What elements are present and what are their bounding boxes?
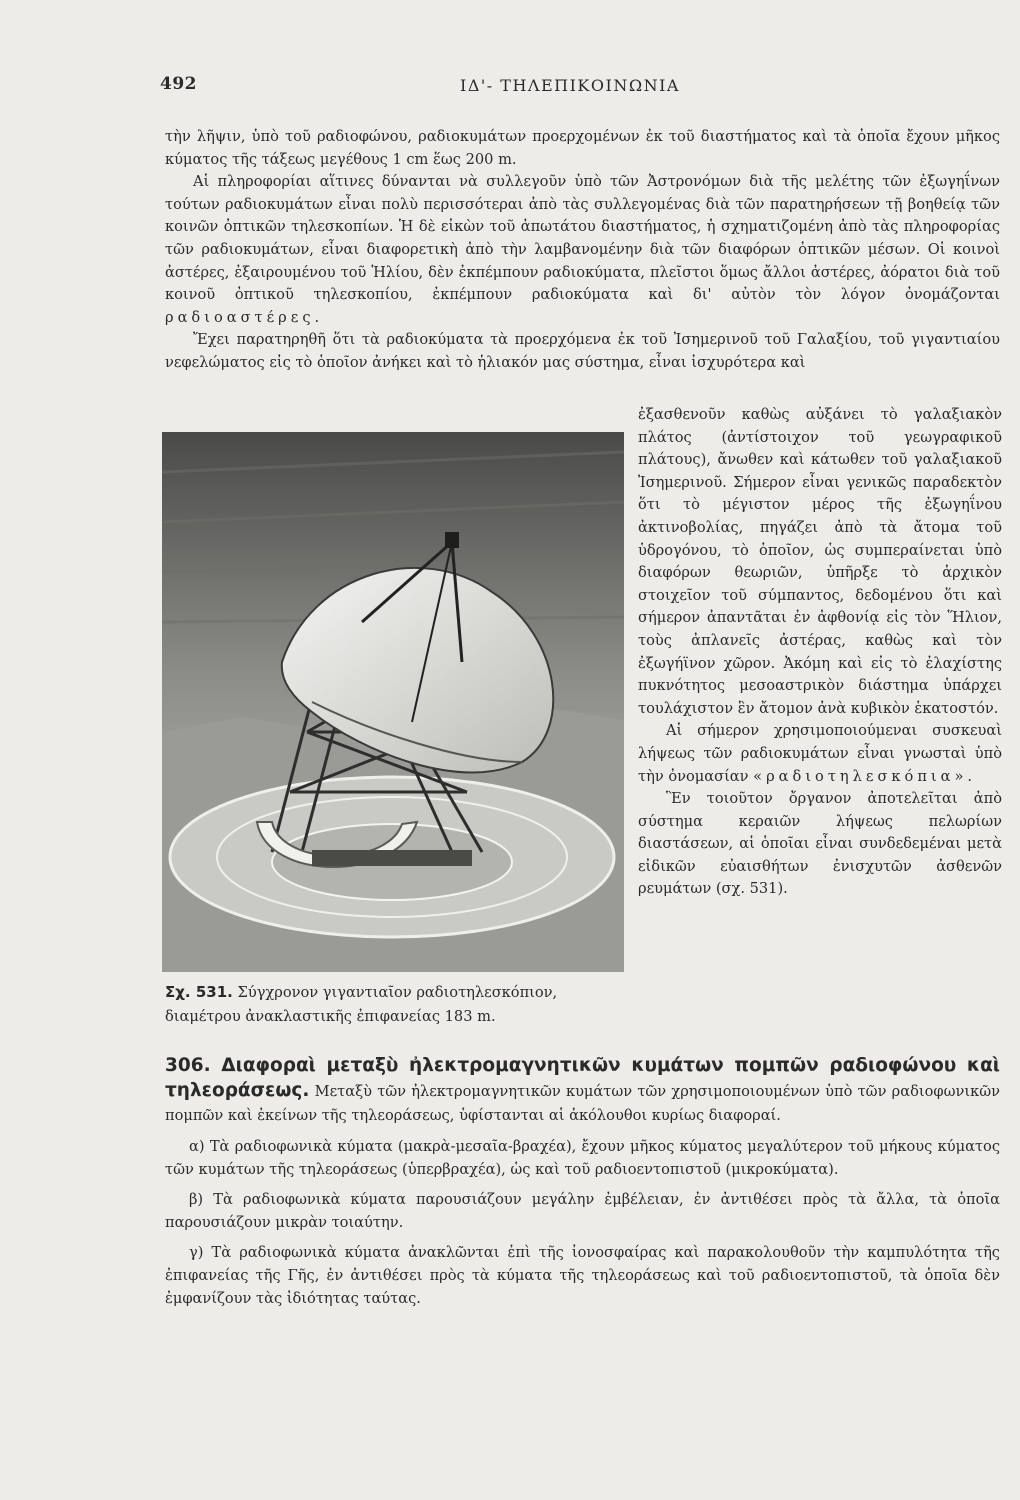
paragraph: Ἓν τοιοῦτον ὄργανον ἀποτελεῖται ἀπὸ σύστημα κεραιῶν λήψεως πελωρίων διαστάσεων, αἱ ὁποῖαι εἶναι συνδεδεμέναι μετὰ εἰδικῶν εὐαισθήτων ἐνισχυτῶν ἀσθενῶν ρευμάτων (σχ. 531). (638, 790, 1002, 898)
section-heading: 306. Διαφοραὶ μεταξὺ ἠλεκτρομαγνητικῶν κυμάτων πομπῶν ραδιοφώνου καὶ τηλεοράσεως. (165, 1055, 1000, 1101)
figure-caption (165, 980, 630, 1029)
paragraph (165, 171, 1000, 329)
figure-caption-text: Σύγχρονον γιγαντιαῖον ραδιοτηλεσκόπιον, διαμέτρου ἀνακλαστικῆς ἐπιφανείας 183 m. (165, 984, 558, 1025)
paragraph: τὴν λῆψιν, ὑπὸ τοῦ ραδιοφώνου, ραδιοκυμάτων προερχομένων ἐκ τοῦ διαστήματος καὶ τὰ ὁποῖα ἔχουν μῆκος κύματος τῆς τάξεως μεγέθους 1 cm ἕως 200 m. (165, 128, 1000, 168)
paragraph-text: Αἱ πληροφορίαι αἵτινες δύνανται νὰ συλλεγοῦν ὑπὸ τῶν Ἀστρονόμων διὰ τῆς μελέτης τῶν ἐξωγηΐνων τούτων ραδιοκυμάτων εἶναι πολὺ περισσότεραι ἀπὸ τὰς συλλεγομένας διὰ τῶν παρατηρήσεων τῇ βοηθείᾳ τῶν κοινῶν ὀπτικῶν τηλεσκοπίων. Ἡ δὲ εἰκὼν τοῦ ἀπωτάτου διαστήματος, ἡ σχηματιζομένη ἀπὸ τὰς πληροφορίας τῶν ραδιοκυμάτων, εἶναι διαφορετικὴ ἀπὸ τὴν λαμβανομένην διὰ τῶν διαφόρων ὀπτικῶν μέσων. Οἱ κοινοὶ ἀστέρες, ἐξαιρουμένου τοῦ Ἡλίου, δὲν ἐκπέμπουν ραδιοκύματα, πλεῖστοι ὅμως ἄλλοι ἀστέρες, ἀόρατοι διὰ τοῦ κοινοῦ ὀπτικοῦ τηλεσκοπίου, ἐκπέμπουν ραδιοκύματα καὶ δι' αὐτὸν τὸν λόγον ὀνομάζονται (165, 173, 1000, 304)
running-title: ΙΔ'- ΤΗΛΕΠΙΚΟΙΝΩΝΙΑ (460, 76, 680, 95)
page-number: 492 (160, 74, 197, 94)
section-paragraph (165, 1054, 1000, 1128)
list-item: β) Τὰ ραδιοφωνικὰ κύματα παρουσιάζουν μεγάλην ἐμβέλειαν, ἐν ἀντιθέσει πρὸς τὰ ἄλλα, τὰ ὁποῖα παρουσιάζουν μικρὰν τοιαύτην. (165, 1191, 1000, 1231)
right-column-text (638, 404, 1002, 901)
paragraph-text: Αἱ σήμερον χρησιμοποιούμεναι συσκευαὶ λήψεως τῶν ραδιοκυμάτων εἶναι γνωσταὶ ὑπὸ τὴν ὀνομασίαν (638, 722, 1002, 785)
figure-image (162, 432, 624, 972)
list-item: γ) Τὰ ραδιοφωνικὰ κύματα ἀνακλῶνται ἐπὶ τῆς ἰονοσφαίρας καὶ παρακολουθοῦν τὴν καμπυλότητα τῆς ἐπιφανείας τῆς Γῆς, ἐν ἀντιθέσει πρὸς τὰ κύματα τῆς τηλεοράσεως καὶ τοῦ ραδιοεντοπιστοῦ, τὰ ὁποῖα δὲν ἐμφανίζουν τὰς ἰδιότητας ταύτας. (165, 1244, 1000, 1307)
radio-telescope-illustration (162, 432, 624, 972)
paragraph (638, 720, 1002, 788)
paragraph: Ἔχει παρατηρηθῆ ὅτι τὰ ραδιοκύματα τὰ προερχόμενα ἐκ τοῦ Ἰσημερινοῦ τοῦ Γαλαξίου, τοῦ γιγαντιαίου νεφελώματος εἰς τὸ ὁποῖον ἀνήκει καὶ τὸ ἡλιακόν μας σύστημα, εἶναι ἰσχυρότερα καὶ (165, 331, 1000, 371)
spaced-term: ραδιοαστέρες. (165, 308, 324, 326)
list-item: α) Τὰ ραδιοφωνικὰ κύματα (μακρὰ-μεσαῖα-βραχέα), ἔχουν μῆκος κύματος μεγαλύτερον τοῦ μήκους κύματος τῶν κυμάτων τῆς τηλεοράσεως (ὑπερβραχέα), ὡς καὶ τοῦ ραδιοεντοπιστοῦ (μικροκύματα). (165, 1138, 1000, 1178)
spaced-term: «ραδιοτηλεσκόπια». (753, 767, 977, 785)
section-intro: Μεταξὺ τῶν ἠλεκτρομαγνητικῶν κυμάτων τῶν χρησιμοποιουμένων ὑπὸ τῶν ραδιοφωνικῶν πομπῶν καὶ ἐκείνων τῆς τηλεοράσεως, ὑφίστανται αἱ ἀκόλουθοι κυρίως διαφοραί. (165, 1083, 1000, 1124)
section-list (165, 1136, 1000, 1310)
figure-label: Σχ. 531. (165, 983, 233, 1001)
section-306 (165, 1054, 1000, 1310)
intro-text (165, 126, 1000, 375)
paragraph: ἐξασθενοῦν καθὼς αὐξάνει τὸ γαλαξιακὸν πλάτος (ἀντίστοιχον τοῦ γεωγραφικοῦ πλάτους), ἄνωθεν καὶ κάτωθεν τοῦ γαλαξιακοῦ Ἰσημερινοῦ. Σήμερον εἶναι γενικῶς παραδεκτὸν ὅτι τὸ μέγιστον μέρος τῆς ἐξωγηΐνου ἀκτινοβολίας, πηγάζει ἀπὸ τὰ ἄτομα τοῦ ὑδρογόνου, τὸ ὁποῖον, ὡς συμπεραίνεται ὑπὸ διαφόρων θεωριῶν, ὑπῆρξε τὸ ἀρχικὸν στοιχεῖον τοῦ σύμπαντος, δεδομένου ὅτι καὶ σήμερον ἀπαντᾶται ἐν ἀφθονίᾳ εἰς τὸν Ἥλιον, τοὺς ἀπλανεῖς ἀστέρας, καθὼς καὶ τὸν ἐξωγήϊνον χῶρον. Ἀκόμη καὶ εἰς τὸ ἐλαχίστης πυκνότητος μεσοαστρικὸν διάστημα ὑπάρχει τουλάχιστον ἓν ἄτομον ἀνὰ κυβικὸν ἑκατοστόν. (638, 406, 1002, 717)
